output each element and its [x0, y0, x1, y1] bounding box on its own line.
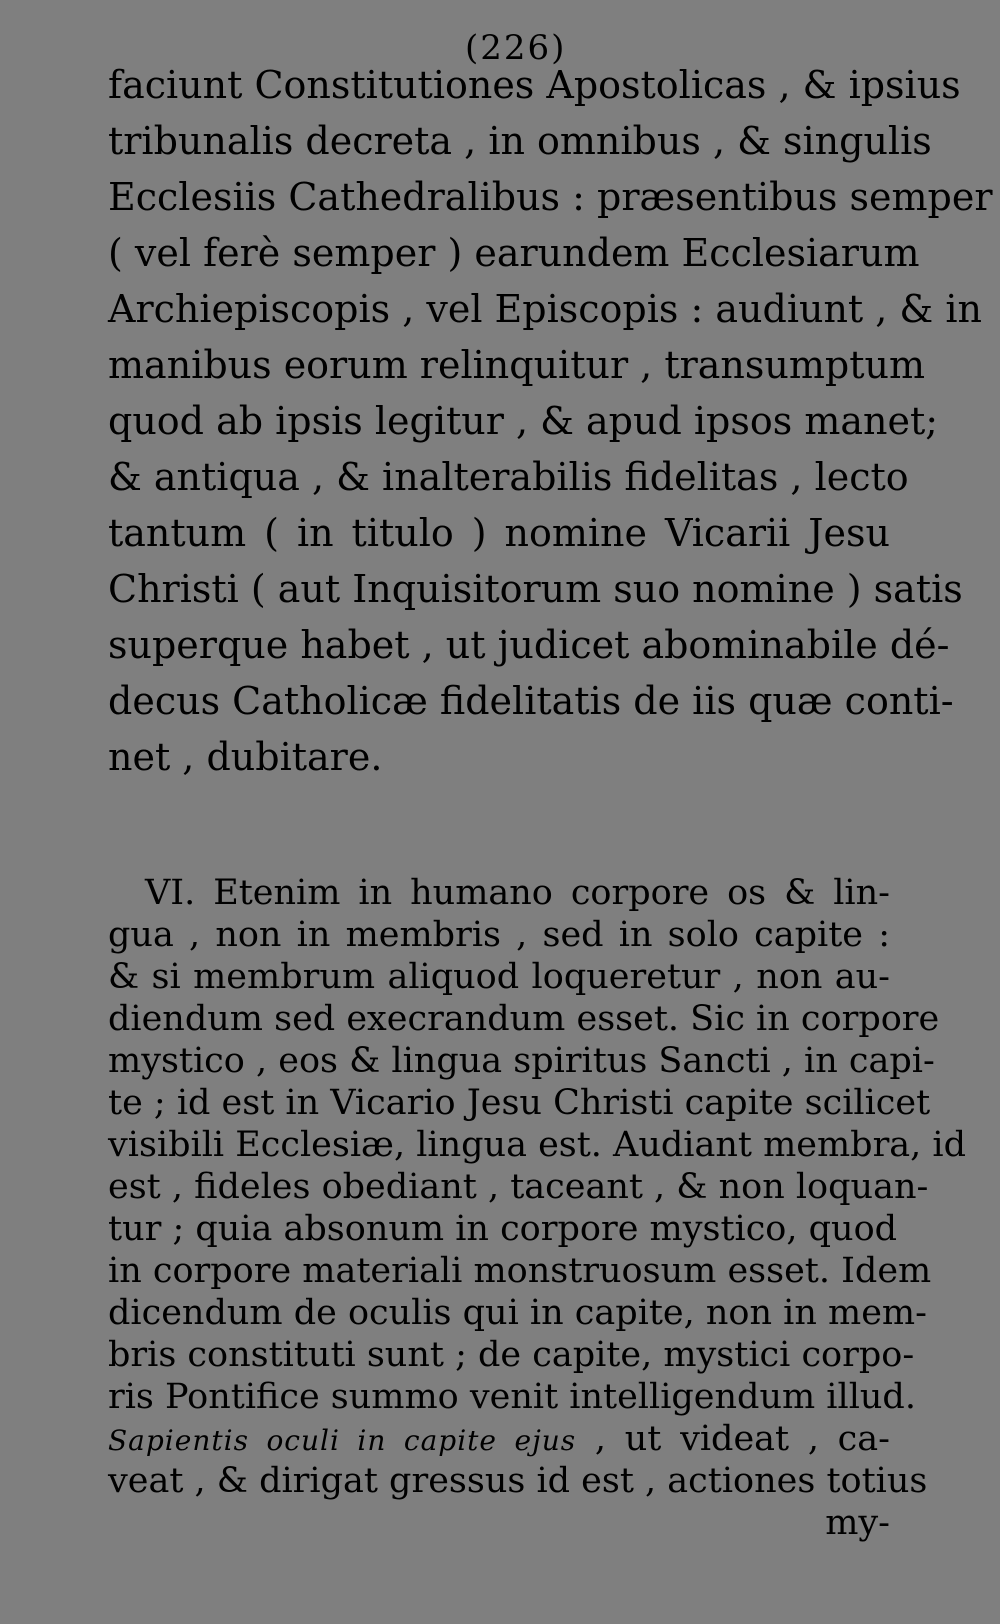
text-line: superque habet , ut judicet abominabile dé- [108, 623, 950, 667]
text-line: diendum sed execrandum esset. Sic in corpore [108, 999, 940, 1039]
text-line: Archiepiscopis , vel Episcopis : audiunt , & in [108, 287, 982, 331]
text-line: in corpore materiali monstruosum esset. Idem [108, 1251, 932, 1291]
text-line: visibili Ecclesiæ, lingua est. Audiant membra, id [108, 1125, 967, 1165]
text-line: ( vel ferè semper ) earundem Ecclesiarum [108, 231, 920, 275]
text-line: faciunt Constitutiones Apostolicas , & ipsius [108, 63, 961, 107]
text-line: net , dubitare. [108, 735, 383, 779]
italic-quote: Sapientis oculi in capite ejus [108, 1424, 577, 1457]
text-line: dicendum de oculis qui in capite, non in mem- [108, 1293, 927, 1333]
text-line: bris constituti sunt ; de capite, mystici corpo- [108, 1335, 915, 1375]
quote-tail: , ut videat , ca- [594, 1419, 890, 1459]
text-line: manibus eorum relinquitur , transumptum [108, 343, 926, 387]
section-first-line: VI. Etenim in humano corpore os & lin- [145, 873, 890, 913]
text-line: Ecclesiis Cathedralibus : præsentibus semper [108, 175, 993, 219]
text-line: decus Catholicæ fidelitatis de iis quæ conti- [108, 679, 954, 723]
text-line: quod ab ipsis legitur , & apud ipsos manet; [108, 399, 939, 443]
text-line: & si membrum aliquod loqueretur , non au- [108, 957, 890, 997]
text-line: te ; id est in Vicario Jesu Christi capite scilicet [108, 1083, 931, 1123]
text-line: Christi ( aut Inquisitorum suo nomine ) satis [108, 567, 963, 611]
text-line: mystico , eos & lingua spiritus Sancti , in capi- [108, 1041, 935, 1081]
catchword: my- [825, 1503, 890, 1543]
text-line: gua , non in membris , sed in solo capite : [108, 915, 890, 955]
text-line: tur ; quia absonum in corpore mystico, quod [108, 1209, 898, 1249]
text-line: tribunalis decreta , in omnibus , & singulis [108, 119, 932, 163]
quote-line [108, 1419, 890, 1459]
text-line: & antiqua , & inalterabilis fidelitas , lecto [108, 455, 909, 499]
text-line: ris Pontifice summo venit intelligendum illud. [108, 1377, 916, 1417]
text-line: veat , & dirigat gressus id est , actiones totius [108, 1461, 928, 1501]
page-number: (226) [465, 28, 567, 68]
text-line: est , fideles obediant , taceant , & non loquan- [108, 1167, 929, 1207]
text-line: tantum ( in titulo ) nomine Vicarii Jesu [108, 511, 890, 555]
